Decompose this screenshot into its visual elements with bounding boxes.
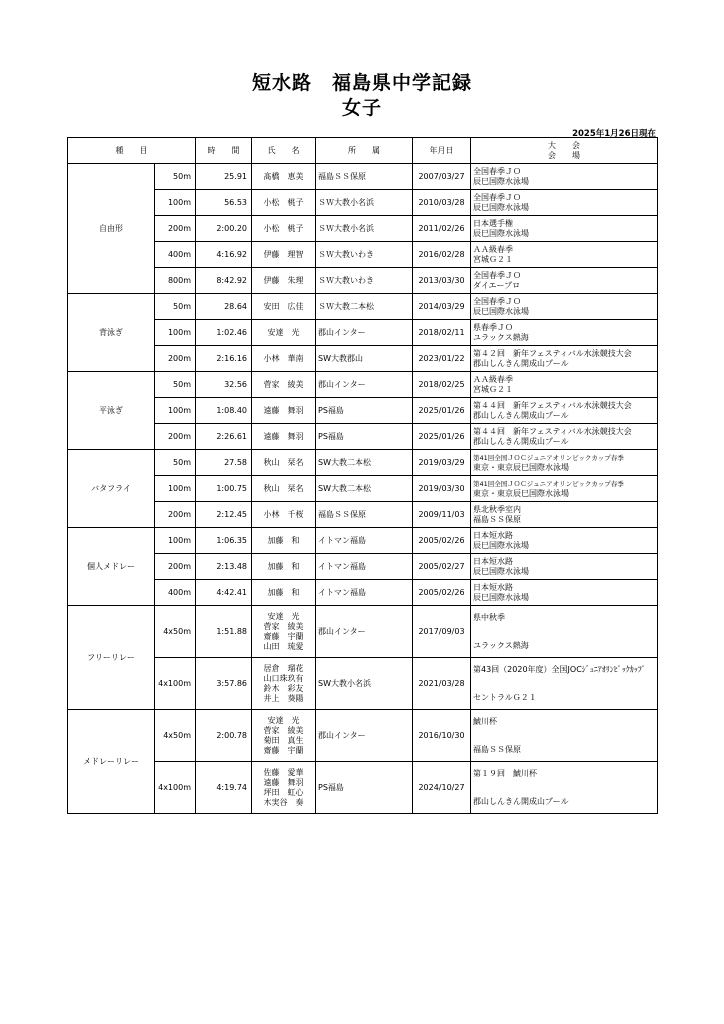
meet-name: 県中秋季 — [473, 612, 505, 622]
time-cell: 4:42.41 — [196, 580, 252, 606]
distance-cell: 100m — [155, 398, 196, 424]
distance-cell: 100m — [155, 528, 196, 554]
swimmer-name-cell: 遠藤 舞羽 — [252, 424, 316, 450]
meet-name: 全国春季ＪＯ — [473, 166, 521, 176]
venue-name: 福島ＳＳ保原 — [473, 514, 521, 524]
meet-venue-cell — [471, 710, 658, 762]
time-cell: 1:06.35 — [196, 528, 252, 554]
distance-cell: 800m — [155, 268, 196, 294]
table-row — [68, 346, 658, 372]
table-row — [68, 658, 658, 710]
header-date: 年月日 — [413, 138, 471, 164]
meet-venue-cell — [471, 164, 658, 190]
venue-name: 辰巳国際水泳場 — [473, 592, 529, 602]
table-row — [68, 190, 658, 216]
date-cell: 2016/02/28 — [413, 242, 471, 268]
meet-name: 鯱川杯 — [473, 716, 497, 726]
swimmer-name-cell: 小松 桃子 — [252, 216, 316, 242]
swimmer-name-cell: 佐藤 愛華 遠藤 舞羽 坪田 虹心 木実谷 奏 — [252, 762, 316, 814]
swimmer-name-cell: 伊藤 朱理 — [252, 268, 316, 294]
distance-cell: 400m — [155, 580, 196, 606]
records-body — [68, 164, 658, 814]
date-cell: 2010/03/28 — [413, 190, 471, 216]
time-cell: 27.58 — [196, 450, 252, 476]
time-cell: 4:16.92 — [196, 242, 252, 268]
meet-venue-cell — [471, 528, 658, 554]
venue-name: 辰巳国際水泳場 — [473, 228, 529, 238]
time-cell: 1:08.40 — [196, 398, 252, 424]
table-row — [68, 580, 658, 606]
meet-name: 日本選手権 — [473, 218, 513, 228]
header-event: 種 目 — [68, 138, 196, 164]
distance-cell: 50m — [155, 164, 196, 190]
venue-name: 辰巳国際水泳場 — [473, 176, 529, 186]
header-row — [68, 138, 658, 164]
team-cell: ＳＷ大教いわき — [316, 242, 413, 268]
page-subtitle: 女子 — [341, 97, 382, 119]
swimmer-name-cell: 遠藤 舞羽 — [252, 398, 316, 424]
team-cell: 郡山インター — [316, 606, 413, 658]
swimmer-name-cell: 小林 華南 — [252, 346, 316, 372]
distance-cell: 100m — [155, 476, 196, 502]
header-team: 所 属 — [316, 138, 413, 164]
team-cell: PS福島 — [316, 762, 413, 814]
table-row — [68, 242, 658, 268]
team-cell: 郡山インター — [316, 372, 413, 398]
swimmer-name-cell: 安達 光 菅家 綾美 菊田 真生 齋藤 宇蘭 — [252, 710, 316, 762]
venue-name: 宮城Ｇ２１ — [473, 254, 513, 264]
venue-name: 郡山しんきん開成山プール — [473, 436, 569, 446]
swimmer-name-cell: 安達 光 — [252, 320, 316, 346]
event-name: 平泳ぎ — [68, 372, 155, 450]
as-of-date: 2025年1月26日現在 — [572, 129, 656, 139]
swimmer-name-cell: 秋山 栞名 — [252, 476, 316, 502]
team-cell: SW大教二本松 — [316, 450, 413, 476]
meet-name: 県春季ＪＯ — [473, 322, 513, 332]
meet-venue-cell — [471, 658, 658, 710]
date-cell: 2007/03/27 — [413, 164, 471, 190]
event-name: 自由形 — [68, 164, 155, 294]
distance-cell: 400m — [155, 242, 196, 268]
meet-venue-cell — [471, 372, 658, 398]
meet-name: 第４４回 新年フェスティバル水泳競技大会 — [473, 400, 632, 410]
meet-name: 第41回全国ＪＯＣジュニアオリンピックカップ春季 — [473, 453, 624, 462]
meet-name: 第４４回 新年フェスティバル水泳競技大会 — [473, 426, 632, 436]
distance-cell: 50m — [155, 372, 196, 398]
team-cell: 福島ＳＳ保原 — [316, 502, 413, 528]
team-cell: SW大教二本松 — [316, 476, 413, 502]
date-cell: 2014/03/29 — [413, 294, 471, 320]
meet-venue-cell — [471, 190, 658, 216]
page-title: 短水路 福島県中学記録 — [251, 72, 472, 94]
time-cell: 2:16.16 — [196, 346, 252, 372]
table-row — [68, 554, 658, 580]
team-cell: PS福島 — [316, 398, 413, 424]
meet-name: 全国春季ＪＯ — [473, 192, 521, 202]
event-name: メドレーリレー — [68, 710, 155, 814]
venue-name: ユラックス熱海 — [473, 640, 529, 650]
distance-cell: 200m — [155, 424, 196, 450]
meet-name: ＡＡ級春季 — [473, 244, 513, 254]
meet-venue-cell — [471, 320, 658, 346]
meet-venue-cell — [471, 216, 658, 242]
distance-cell: 200m — [155, 554, 196, 580]
header-meet: 大 会 — [548, 140, 580, 150]
meet-name: ＡＡ級春季 — [473, 374, 513, 384]
distance-cell: 200m — [155, 216, 196, 242]
date-cell: 2018/02/25 — [413, 372, 471, 398]
meet-name: 第４２回 新年フェスティバル水泳競技大会 — [473, 348, 632, 358]
team-cell: 郡山インター — [316, 710, 413, 762]
meet-venue-cell — [471, 554, 658, 580]
venue-name: 郡山しんきん開成山プール — [473, 796, 569, 806]
table-row — [68, 398, 658, 424]
event-name: バタフライ — [68, 450, 155, 528]
venue-name: 辰巳国際水泳場 — [473, 540, 529, 550]
meet-venue-cell — [471, 268, 658, 294]
date-cell: 2024/10/27 — [413, 762, 471, 814]
distance-cell: 4x100m — [155, 762, 196, 814]
swimmer-name-cell: 小林 千桜 — [252, 502, 316, 528]
venue-name: 宮城Ｇ２１ — [473, 384, 513, 394]
table-row — [68, 710, 658, 762]
venue-name: 福島ＳＳ保原 — [473, 744, 521, 754]
table-row — [68, 424, 658, 450]
swimmer-name-cell: 加藤 和 — [252, 580, 316, 606]
team-cell: PS福島 — [316, 424, 413, 450]
meet-name: 日本短水路 — [473, 582, 513, 592]
date-cell: 2019/03/30 — [413, 476, 471, 502]
table-row — [68, 528, 658, 554]
team-cell: ＳＷ大教小名浜 — [316, 190, 413, 216]
date-cell: 2023/01/22 — [413, 346, 471, 372]
venue-name: ユラックス熱海 — [473, 332, 529, 342]
date-cell: 2005/02/27 — [413, 554, 471, 580]
table-row — [68, 372, 658, 398]
team-cell: イトマン福島 — [316, 554, 413, 580]
swimmer-name-cell: 加藤 和 — [252, 528, 316, 554]
time-cell: 28.64 — [196, 294, 252, 320]
time-cell: 25.91 — [196, 164, 252, 190]
header-meet-venue — [471, 138, 658, 164]
distance-cell: 100m — [155, 190, 196, 216]
team-cell: イトマン福島 — [316, 528, 413, 554]
team-cell: 郡山インター — [316, 320, 413, 346]
swimmer-name-cell: 安田 広佳 — [252, 294, 316, 320]
venue-name: ダイエープロ — [473, 280, 521, 290]
table-row — [68, 606, 658, 658]
venue-name: 東京・東京辰巳国際水泳場 — [473, 462, 569, 472]
table-row — [68, 502, 658, 528]
date-cell: 2011/02/26 — [413, 216, 471, 242]
time-cell: 1:02.46 — [196, 320, 252, 346]
distance-cell: 50m — [155, 294, 196, 320]
time-cell: 2:00.20 — [196, 216, 252, 242]
date-cell: 2025/01/26 — [413, 398, 471, 424]
venue-name: セントラルＧ２１ — [473, 692, 537, 702]
header-venue: 会 場 — [548, 150, 580, 160]
time-cell: 2:12.45 — [196, 502, 252, 528]
date-cell: 2021/03/28 — [413, 658, 471, 710]
time-cell: 1:51.88 — [196, 606, 252, 658]
table-row — [68, 320, 658, 346]
meet-venue-cell — [471, 476, 658, 502]
team-cell: SW大教郡山 — [316, 346, 413, 372]
swimmer-name-cell: 菅家 綾美 — [252, 372, 316, 398]
venue-name: 辰巳国際水泳場 — [473, 306, 529, 316]
table-row — [68, 762, 658, 814]
swimmer-name-cell: 伊藤 理智 — [252, 242, 316, 268]
swimmer-name-cell: 秋山 栞名 — [252, 450, 316, 476]
meet-venue-cell — [471, 346, 658, 372]
venue-name: 郡山しんきん開成山プール — [473, 358, 569, 368]
time-cell: 4:19.74 — [196, 762, 252, 814]
meet-venue-cell — [471, 762, 658, 814]
date-cell: 2005/02/26 — [413, 528, 471, 554]
table-row — [68, 476, 658, 502]
distance-cell: 4x50m — [155, 606, 196, 658]
time-cell: 56.53 — [196, 190, 252, 216]
swimmer-name-cell: 小松 桃子 — [252, 190, 316, 216]
time-cell: 1:00.75 — [196, 476, 252, 502]
event-name: 個人メドレー — [68, 528, 155, 606]
table-row — [68, 216, 658, 242]
meet-name: 日本短水路 — [473, 530, 513, 540]
team-cell: ＳＷ大教いわき — [316, 268, 413, 294]
team-cell: ＳＷ大教二本松 — [316, 294, 413, 320]
team-cell: 福島ＳＳ保原 — [316, 164, 413, 190]
distance-cell: 200m — [155, 502, 196, 528]
meet-name: 第43回（2020年度）全国JOCｼﾞｭﾆｱｵﾘﾝﾋﾟｯｸｶｯﾌﾟ — [473, 664, 646, 674]
date-cell: 2019/03/29 — [413, 450, 471, 476]
venue-name: 辰巳国際水泳場 — [473, 202, 529, 212]
time-cell: 8:42.92 — [196, 268, 252, 294]
meet-venue-cell — [471, 424, 658, 450]
date-cell: 2025/01/26 — [413, 424, 471, 450]
table-row — [68, 450, 658, 476]
distance-cell: 50m — [155, 450, 196, 476]
meet-name: 県北秋季室内 — [473, 504, 521, 514]
team-cell: SW大教小名浜 — [316, 658, 413, 710]
date-cell: 2009/11/03 — [413, 502, 471, 528]
date-cell: 2005/02/26 — [413, 580, 471, 606]
venue-name: 東京・東京辰巳国際水泳場 — [473, 488, 569, 498]
meet-venue-cell — [471, 294, 658, 320]
date-cell: 2018/02/11 — [413, 320, 471, 346]
meet-venue-cell — [471, 450, 658, 476]
meet-name: 全国春季ＪＯ — [473, 296, 521, 306]
team-cell: ＳＷ大教小名浜 — [316, 216, 413, 242]
swimmer-name-cell: 加藤 和 — [252, 554, 316, 580]
team-cell: イトマン福島 — [316, 580, 413, 606]
swimmer-name-cell: 安達 光 菅家 綾美 齋藤 宇蘭 山田 琉愛 — [252, 606, 316, 658]
meet-venue-cell — [471, 502, 658, 528]
distance-cell: 100m — [155, 320, 196, 346]
time-cell: 3:57.86 — [196, 658, 252, 710]
meet-name: 第41回全国ＪＯＣジュニアオリンピックカップ春季 — [473, 479, 624, 488]
meet-venue-cell — [471, 606, 658, 658]
time-cell: 2:26.61 — [196, 424, 252, 450]
meet-venue-cell — [471, 580, 658, 606]
time-cell: 2:00.78 — [196, 710, 252, 762]
table-row — [68, 164, 658, 190]
records-table — [67, 137, 658, 814]
event-name: 背泳ぎ — [68, 294, 155, 372]
date-cell: 2017/09/03 — [413, 606, 471, 658]
header-time: 時 間 — [196, 138, 252, 164]
distance-cell: 200m — [155, 346, 196, 372]
meet-name: 第１９回 鯱川杯 — [473, 768, 537, 778]
table-row — [68, 294, 658, 320]
date-cell: 2016/10/30 — [413, 710, 471, 762]
swimmer-name-cell: 居倉 瑠花 山口珠玖有 鈴木 彩友 井上 葵陽 — [252, 658, 316, 710]
event-name: フリーリレー — [68, 606, 155, 710]
swimmer-name-cell: 髙橋 恵美 — [252, 164, 316, 190]
venue-name: 辰巳国際水泳場 — [473, 566, 529, 576]
distance-cell: 4x50m — [155, 710, 196, 762]
date-cell: 2013/03/30 — [413, 268, 471, 294]
meet-name: 日本短水路 — [473, 556, 513, 566]
distance-cell: 4x100m — [155, 658, 196, 710]
time-cell: 2:13.48 — [196, 554, 252, 580]
table-row — [68, 268, 658, 294]
meet-venue-cell — [471, 398, 658, 424]
time-cell: 32.56 — [196, 372, 252, 398]
meet-name: 全国春季ＪＯ — [473, 270, 521, 280]
venue-name: 郡山しんきん開成山プール — [473, 410, 569, 420]
header-name: 氏 名 — [252, 138, 316, 164]
meet-venue-cell — [471, 242, 658, 268]
